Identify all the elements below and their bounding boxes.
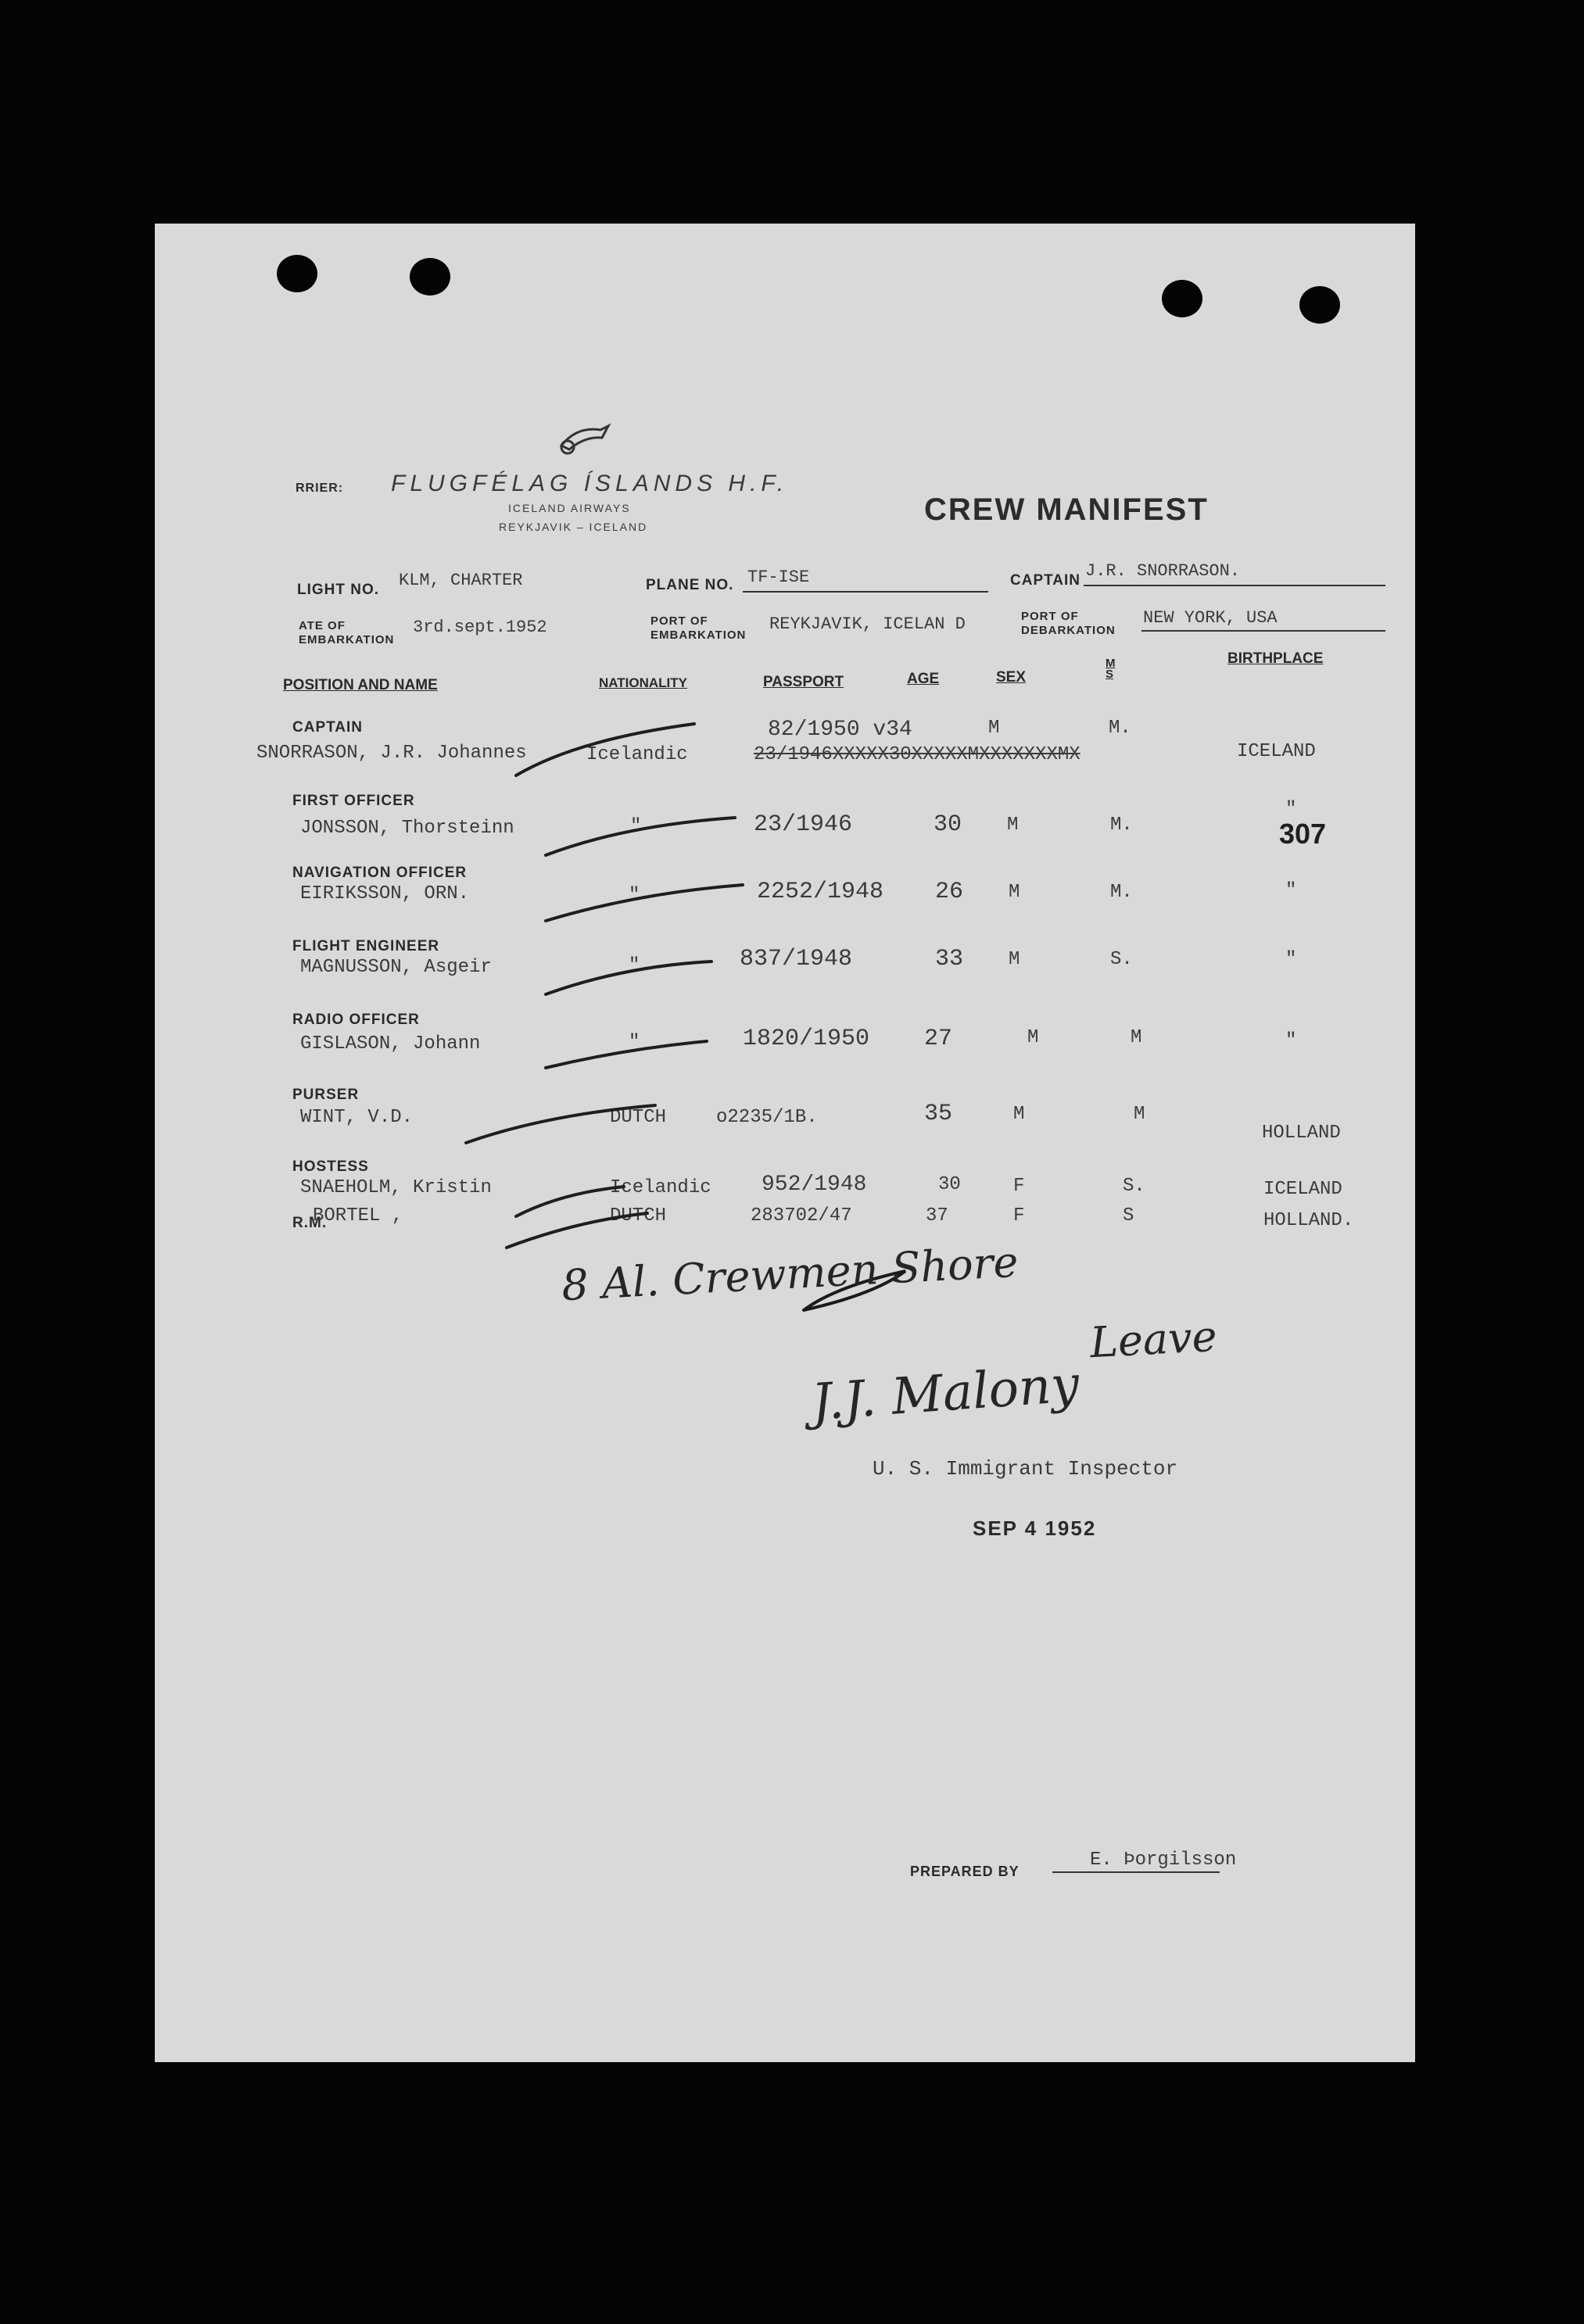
crew-sex: M: [1027, 1027, 1039, 1048]
crew-sex: M: [1009, 882, 1020, 903]
crew-position: FLIGHT ENGINEER: [292, 938, 440, 954]
crew-name: SNAEHOLM, Kristin: [300, 1177, 492, 1198]
company-label: RRIER:: [296, 482, 344, 495]
date-label-2: EMBARKATION: [299, 633, 395, 646]
crew-nationality: ": [629, 955, 640, 976]
crew-position: R.M.: [292, 1215, 328, 1231]
crew-position: CAPTAIN: [292, 719, 364, 736]
crew-marital: M: [1134, 1104, 1145, 1125]
port-debarkation-label: PORT OF: [1021, 610, 1079, 623]
crew-age: 37: [926, 1205, 948, 1226]
crew-nationality: DUTCH: [610, 1107, 667, 1128]
captain-value: J.R. SNORRASON.: [1085, 561, 1241, 581]
crew-age: 30: [938, 1174, 961, 1195]
stamp-date: SEP 4 1952: [973, 1517, 1097, 1540]
inspector-signature: J.J. Malony: [809, 1355, 1081, 1432]
crew-name: JONSSON, Thorsteinn: [300, 818, 514, 839]
crew-birthplace: ICELAND: [1263, 1179, 1342, 1200]
strike-marks: [155, 224, 1415, 1318]
date-value: 3rd.sept.1952: [413, 618, 547, 637]
plane-no-value: TF-ISE: [747, 568, 810, 587]
crew-passport: 82/1950 v34: [768, 718, 912, 742]
column-header-passport: PASSPORT: [763, 674, 844, 690]
crew-marital: M.: [1109, 718, 1131, 739]
crew-position: NAVIGATION OFFICER: [292, 865, 468, 881]
column-header-age: AGE: [907, 671, 940, 687]
crew-age: 27: [924, 1026, 953, 1052]
crew-marital: M: [1131, 1027, 1142, 1048]
crew-sex: M: [988, 718, 1000, 739]
crew-marital: S.: [1123, 1176, 1145, 1197]
crew-nationality: ": [629, 885, 640, 906]
crew-name: EIRIKSSON, ORN.: [300, 883, 470, 904]
crew-passport: o2235/1B.: [716, 1107, 818, 1128]
plane-no-label: PLANE NO.: [646, 577, 734, 593]
crew-nationality: ": [630, 816, 642, 837]
airline-name: FLUGFÉLAG ÍSLANDS H.F.: [391, 471, 789, 496]
crew-passport: 23/1946: [754, 811, 853, 838]
column-header-position: POSITION AND NAME: [283, 677, 438, 693]
crew-age: 33: [935, 946, 964, 972]
crew-passport: 837/1948: [740, 946, 853, 972]
crew-age: 26: [935, 879, 964, 905]
prepared-by-value: E. Þorgilsson: [1090, 1850, 1237, 1871]
crew-birthplace: ": [1285, 880, 1297, 901]
port-embarkation-value: REYKJAVIK, ICELAN D: [769, 614, 966, 634]
crew-birthplace: ": [1285, 949, 1297, 970]
crew-birthplace: ": [1285, 799, 1297, 820]
airline-subtitle: ICELAND AIRWAYS: [508, 502, 631, 514]
crew-name: BORTEL ,: [313, 1205, 403, 1226]
crew-sex: M: [1007, 815, 1019, 836]
crew-nationality: ": [629, 1032, 640, 1053]
crew-birthplace: HOLLAND.: [1263, 1210, 1354, 1231]
crew-passport-struck: 23/1946XXXXX30XXXXXMXXXXXXXMX: [754, 744, 1080, 765]
crew-sex: M: [1009, 949, 1020, 970]
crew-sex: F: [1013, 1176, 1025, 1197]
port-embarkation-label: PORT OF: [650, 614, 708, 628]
port-debarkation-value: NEW YORK, USA: [1143, 608, 1278, 628]
column-header-birthplace: BIRTHPLACE: [1227, 650, 1324, 667]
crew-position: RADIO OFFICER: [292, 1012, 420, 1028]
crew-birthplace: HOLLAND: [1262, 1123, 1341, 1144]
crew-sex: M: [1013, 1104, 1025, 1125]
crew-note: 307: [1279, 818, 1327, 850]
crew-position: HOSTESS: [292, 1158, 369, 1175]
port-embarkation-label-2: EMBARKATION: [650, 628, 747, 642]
crew-birthplace: ICELAND: [1237, 741, 1316, 762]
airline-location: REYKJAVIK – ICELAND: [499, 521, 648, 533]
crew-passport: 283702/47: [751, 1205, 852, 1226]
crew-name: GISLASON, Johann: [300, 1033, 481, 1055]
crew-passport: 1820/1950: [743, 1026, 870, 1052]
crew-name: MAGNUSSON, Asgeir: [300, 957, 492, 978]
date-label: ATE OF: [299, 619, 346, 632]
prepared-by-line: [1052, 1871, 1220, 1873]
column-header-marital: M S: [1106, 657, 1116, 681]
column-header-sex: SEX: [996, 669, 1027, 686]
prepared-by-label: PREPARED BY: [910, 1864, 1020, 1879]
crew-passport: 2252/1948: [757, 879, 884, 905]
handwritten-note: 8 Al. Crewmen Shore: [560, 1237, 1020, 1311]
crew-marital: S.: [1110, 949, 1133, 970]
crew-age: 30: [934, 811, 962, 838]
crew-marital: S: [1123, 1205, 1134, 1226]
crew-birthplace: ": [1285, 1030, 1297, 1051]
manifest-sheet: [155, 224, 1415, 2062]
crew-age: 35: [924, 1101, 953, 1127]
crew-name: SNORRASON, J.R. Johannes: [256, 743, 527, 764]
crew-sex: F: [1013, 1205, 1025, 1226]
crew-nationality: Icelandic: [610, 1177, 711, 1198]
flight-no-value: KLM, CHARTER: [399, 571, 523, 590]
crew-passport: 952/1948: [762, 1173, 867, 1197]
inspector-label: U. S. Immigrant Inspector: [873, 1457, 1178, 1481]
port-debarkation-label-2: DEBARKATION: [1021, 624, 1116, 637]
crew-position: PURSER: [292, 1087, 360, 1103]
flight-no-label: LIGHT NO.: [297, 582, 380, 598]
crew-marital: M.: [1110, 815, 1133, 836]
handwritten-note-2: Leave: [1088, 1311, 1219, 1368]
crew-position: FIRST OFFICER: [292, 793, 415, 809]
column-header-nationality: NATIONALITY: [599, 675, 688, 690]
captain-label: CAPTAIN: [1010, 572, 1081, 589]
page-title: CREW MANIFEST: [924, 492, 1209, 527]
crew-name: WINT, V.D.: [300, 1107, 414, 1128]
crew-marital: M.: [1110, 882, 1133, 903]
crew-nationality: DUTCH: [610, 1205, 667, 1226]
crew-nationality: Icelandic: [586, 744, 688, 765]
